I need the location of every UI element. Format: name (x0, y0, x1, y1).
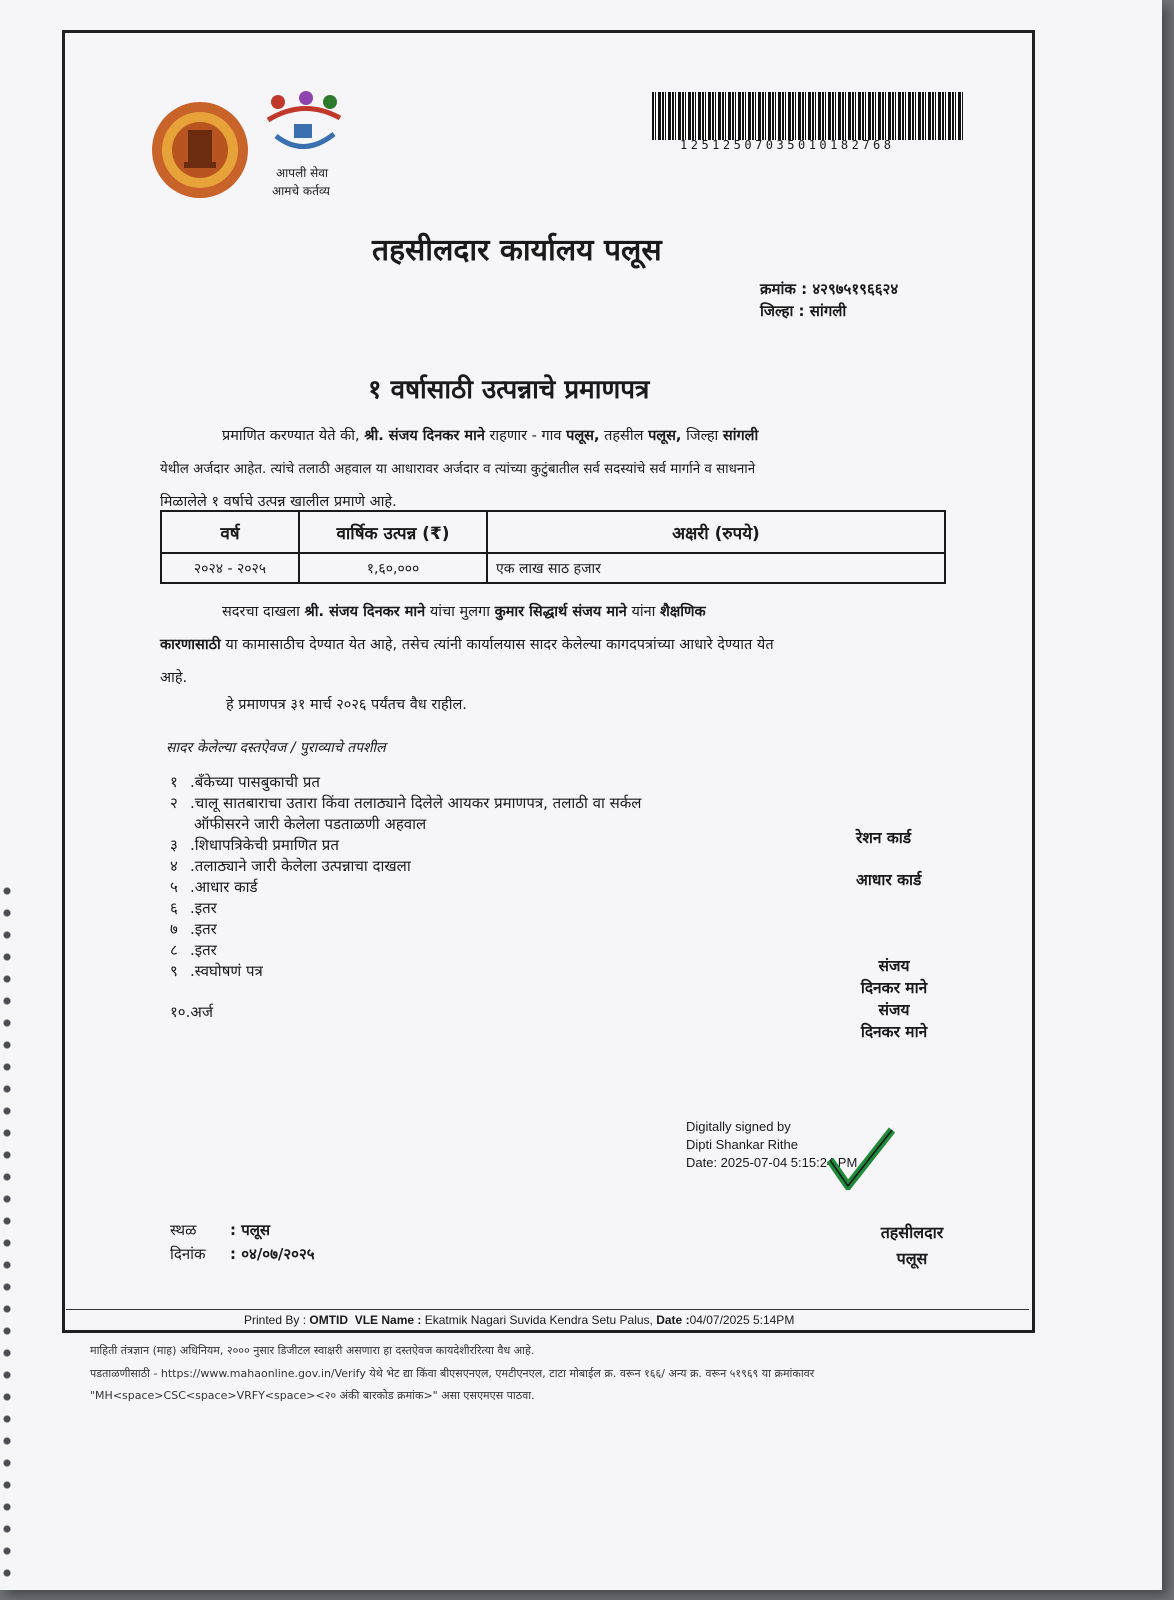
government-seal-icon (150, 100, 250, 200)
list-item: ६ .इतर (170, 899, 217, 917)
col-header-words: अक्षरी (रुपये) (487, 511, 945, 553)
para1-text-b: राहणार - गाव (489, 428, 562, 444)
validity-text: हे प्रमाणपत्र ३१ मार्च २०२६ पर्यंतच वैध राहील. (226, 697, 467, 713)
list-item: २ .चालू सातबाराचा उतारा किंवा तलाठ्याने दिलेले आयकर प्रमाणपत्र, तलाठी वा सर्कल ऑफीसरने जारी केलेला पडताळणी अहवाल (170, 794, 642, 833)
list-item: ७ .इतर (170, 920, 217, 938)
certification-paragraph (160, 420, 950, 519)
certificate-title: १ वर्षासाठी उत्पन्नाचे प्रमाणपत्र (368, 375, 650, 405)
child-name: कुमार सिद्धार्थ संजय माने (494, 604, 627, 620)
para1-line2: येथील अर्जदार आहेत. त्यांचे तलाठी अहवाल या आधारावर अर्जदार व त्यांच्या कुटुंबातील सर्व सदस्यांचे सर्व मार्गाने व साधनाने (160, 462, 756, 477)
para1-line3: मिळालेले १ वर्षाचे उत्पन्न खालील प्रमाणे आहे. (160, 494, 397, 510)
designation-block: तहसीलदार पलूस (880, 1223, 944, 1268)
cell-year: २०२४ - २०२५ (161, 553, 299, 583)
para2-text-b: यांचा मुलगा (429, 604, 490, 620)
para1-text-d: जिल्हा (686, 428, 719, 444)
documents-list (170, 772, 641, 1023)
para2-text-c: यांना (631, 604, 656, 620)
barcode (652, 92, 963, 140)
village-name: पलूस, (566, 428, 600, 444)
district-value: सांगली (809, 302, 847, 320)
para2-text-a: सदरचा दाखला (222, 604, 300, 620)
col-header-year: वर्ष (161, 511, 299, 553)
list-item: १० .अर्ज (170, 1003, 213, 1021)
list-item: ४ .तलाठ्याने जारी केलेला उत्पन्नाचा दाखला (170, 857, 411, 875)
serial-label: क्रमांक : (760, 280, 808, 298)
self-declaration-signer: संजय दिनकर माने संजय दिनकर माने (860, 957, 928, 1041)
district-name: सांगली (722, 428, 759, 444)
logo-tagline-1: आपली सेवा (276, 166, 329, 180)
signature-line-3: Date: 2025-07-04 5:15:24 PM (686, 1155, 858, 1170)
aapli-seva-logo-icon (262, 88, 346, 168)
list-item: ३ .शिधापत्रिकेची प्रमाणित प्रत (170, 836, 339, 854)
cell-words: एक लाख साठ हजार (487, 553, 945, 583)
place-date-block: स्थळ : पलूस दिनांक : ०४/०७/२०२५ (170, 1221, 315, 1263)
list-item: १ .बँकेच्या पासबुकाची प्रत (170, 773, 320, 791)
printed-by-footer: Printed By : OMTID VLE Name : Ekatmik Nagari Suvida Kendra Setu Palus, Date :04/07/2025 5:14PM (66, 1309, 1029, 1327)
documents-heading: सादर केलेल्या दस्तऐवज / पुराव्याचे तपशील (166, 740, 386, 756)
applicant-name: श्री. संजय दिनकर माने (364, 428, 485, 444)
para2-line2: या कामासाठीच देण्यात येत आहे, तसेच त्यांनी कार्यालयास सादर केलेल्या कागदपत्रांच्या आधारे देण्यात येत (225, 637, 774, 653)
para2-applicant-name: श्री. संजय दिनकर माने (304, 604, 426, 620)
list-item: ८ .इतर (170, 941, 217, 959)
ration-card-note: रेशन कार्ड (856, 829, 912, 847)
legal-note-2: पडताळणीसाठी - https://www.mahaonline.gov.in/Verify येथे भेट द्या किंवा बीएसएनएल, एमटीएनएल, टाटा मोबाईल क्र. वरून १६६/ अन्य क्र. वरून ५१९६९ या क्रमांकावर (90, 1367, 815, 1380)
col-header-income: वार्षिक उत्पन्न (₹) (299, 511, 487, 553)
para1-text-a: प्रमाणित करण्यात येते की, (222, 428, 360, 444)
cell-income: १,६०,००० (299, 553, 487, 583)
signature-line-1: Digitally signed by (686, 1119, 791, 1134)
purpose-word-1: शैक्षणिक (660, 604, 706, 620)
signature-line-2: Dipti Shankar Rithe (686, 1137, 798, 1152)
district-label: जिल्हा : (760, 302, 805, 320)
meta-block (760, 278, 898, 322)
list-item: ५ .आधार कार्ड (170, 878, 258, 896)
aadhar-card-note: आधार कार्ड (856, 871, 922, 889)
legal-note-1: माहिती तंत्रज्ञान (माह) अधिनियम, २००० नुसार डिजीटल स्वाक्षरी असणारा हा दस्तऐवज कायदेशीररित्या वैध आहे. (90, 1344, 535, 1357)
para2-line3: आहे. (160, 670, 188, 686)
income-table (160, 510, 946, 584)
list-item: ९ .स्वघोषणं पत्र (170, 962, 263, 980)
table-row (161, 553, 945, 583)
tehsil-name: पलूस, (648, 428, 682, 444)
serial-value: ४२९७५१९६६२४ (812, 280, 899, 298)
purpose-paragraph (160, 596, 950, 695)
para1-text-c: तहसील (604, 428, 644, 444)
binder-holes (0, 880, 14, 1580)
purpose-word-2: कारणासाठी (160, 637, 221, 653)
logo-tagline-2: आमचे कर्तव्य (272, 184, 330, 198)
signature-check-icon (826, 1124, 896, 1190)
office-title: तहसीलदार कार्यालय पलूस (372, 233, 662, 268)
legal-note-3: "MH<space>CSC<space>VRFY<space><२० अंकी बारकोड क्रमांक>" असा एसएमएस पाठवा. (90, 1389, 535, 1402)
barcode-number: 12512507035010182768 (680, 138, 895, 152)
